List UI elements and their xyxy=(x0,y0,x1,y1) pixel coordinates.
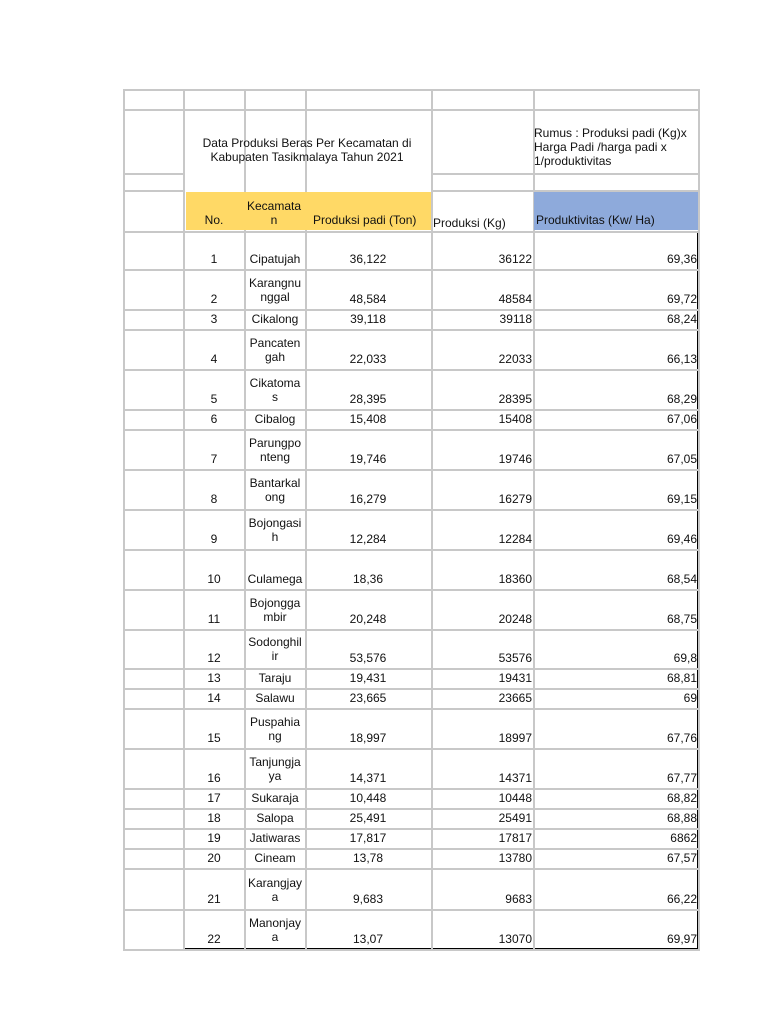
grid-line xyxy=(123,549,698,551)
cell-produksi-ton: 22,033 xyxy=(349,352,387,366)
grid-line xyxy=(123,949,698,951)
grid-line xyxy=(123,89,698,91)
cell-produktivitas: 69,8 xyxy=(673,651,697,665)
cell-kecamatan: Cikalong xyxy=(251,312,299,326)
cell-produktivitas: 69,36 xyxy=(666,252,697,266)
cell-no: 4 xyxy=(210,352,218,366)
cell-produktivitas: 67,05 xyxy=(666,452,697,466)
grid-line xyxy=(123,509,698,511)
cell-produksi-kg: 15408 xyxy=(498,412,532,426)
cell-produksi-kg: 19431 xyxy=(498,671,532,685)
cell-produksi-kg: 17817 xyxy=(498,831,532,845)
cell-kecamatan: Bantarkal ong xyxy=(249,476,301,504)
grid-line xyxy=(123,190,185,192)
header-produksi-ton: Produksi padi (Ton) xyxy=(313,213,417,227)
cell-produksi-ton: 53,576 xyxy=(349,651,387,665)
grid-line xyxy=(123,909,698,911)
cell-produksi-ton: 19,431 xyxy=(349,671,387,685)
cell-produksi-kg: 9683 xyxy=(505,892,532,906)
cell-produktivitas: 69,97 xyxy=(666,932,697,946)
cell-kecamatan: Tanjungja ya xyxy=(249,755,301,783)
cell-produksi-kg: 23665 xyxy=(498,691,532,705)
cell-produksi-ton: 39,118 xyxy=(350,312,386,326)
cell-produktivitas: 67,77 xyxy=(666,771,697,785)
cell-produksi-ton: 28,395 xyxy=(349,392,387,406)
cell-no: 1 xyxy=(210,252,218,266)
cell-no: 14 xyxy=(207,691,221,705)
cell-produksi-ton: 19,746 xyxy=(349,452,387,466)
header-produksi-kg: Produksi (Kg) xyxy=(433,216,506,230)
cell-no: 17 xyxy=(207,791,221,805)
grid-line xyxy=(123,231,698,233)
cell-produksi-kg: 18997 xyxy=(498,731,532,745)
cell-no: 20 xyxy=(207,851,221,865)
cell-produksi-ton: 13,78 xyxy=(352,851,384,865)
cell-produksi-ton: 14,371 xyxy=(349,771,387,785)
header-kecamatan: Kecamata n xyxy=(246,199,302,227)
grid-line xyxy=(123,369,698,371)
cell-produktivitas: 68,82 xyxy=(666,791,697,805)
cell-no: 8 xyxy=(210,492,218,506)
grid-line xyxy=(123,329,698,331)
cell-produksi-ton: 16,279 xyxy=(349,492,387,506)
cell-produksi-kg: 12284 xyxy=(498,532,532,546)
cell-no: 22 xyxy=(207,932,221,946)
grid-column-line xyxy=(183,89,185,951)
cell-produksi-kg: 14371 xyxy=(498,771,532,785)
header-no: No. xyxy=(204,213,224,227)
cell-produksi-kg: 10448 xyxy=(498,791,532,805)
cell-produktivitas: 68,29 xyxy=(666,392,697,406)
cell-kecamatan: Salawu xyxy=(255,691,295,705)
cell-no: 5 xyxy=(210,392,218,406)
header-produktivitas: Produktivitas (Kw/ Ha) xyxy=(536,213,655,227)
cell-produksi-ton: 20,248 xyxy=(349,612,387,626)
grid-line xyxy=(123,688,698,690)
cell-produksi-kg: 36122 xyxy=(498,252,532,266)
cell-kecamatan: Cipatujah xyxy=(249,252,301,266)
grid-line xyxy=(123,629,698,631)
cell-produktivitas: 68,75 xyxy=(666,612,697,626)
cell-produktivitas: 69,15 xyxy=(666,492,697,506)
cell-produktivitas: 67,06 xyxy=(666,412,697,426)
cell-produktivitas: 69,72 xyxy=(666,292,697,306)
cell-kecamatan: Sodonghil ir xyxy=(248,635,302,663)
cell-no: 18 xyxy=(207,811,221,825)
cell-produktivitas: 68,81 xyxy=(666,671,697,685)
cell-produktivitas: 68,24 xyxy=(666,312,697,326)
cell-produksi-kg: 18360 xyxy=(498,572,532,586)
cell-produksi-kg: 48584 xyxy=(498,292,532,306)
cell-kecamatan: Cibalog xyxy=(254,412,296,426)
grid-line xyxy=(123,828,698,830)
cell-no: 10 xyxy=(207,572,221,586)
cell-produktivitas: 69,46 xyxy=(666,532,697,546)
cell-produksi-kg: 20248 xyxy=(498,612,532,626)
cell-produktivitas: 67,57 xyxy=(666,851,697,865)
cell-kecamatan: Taraju xyxy=(258,671,292,685)
cell-produksi-kg: 13780 xyxy=(498,851,532,865)
grid-line xyxy=(123,429,698,431)
cell-produksi-ton: 48,584 xyxy=(349,292,387,306)
grid-line xyxy=(123,668,698,670)
grid-line xyxy=(123,868,698,870)
grid-line xyxy=(123,848,698,850)
cell-kecamatan: Cikatoma s xyxy=(249,376,301,404)
grid-line xyxy=(123,409,698,411)
cell-kecamatan: Karangjay a xyxy=(247,876,303,904)
cell-produksi-kg: 53576 xyxy=(498,651,532,665)
grid-line xyxy=(123,808,698,810)
cell-kecamatan: Bojongasi h xyxy=(248,516,302,544)
cell-no: 13 xyxy=(207,671,221,685)
cell-produktivitas: 67,76 xyxy=(666,731,697,745)
grid-line xyxy=(123,469,698,471)
grid-line xyxy=(123,269,698,271)
cell-kecamatan: Manonjay a xyxy=(248,916,302,944)
cell-produksi-ton: 25,491 xyxy=(349,811,387,825)
grid-line xyxy=(123,748,698,750)
grid-line xyxy=(431,173,698,175)
cell-produksi-kg: 39118 xyxy=(499,312,532,326)
cell-produksi-kg: 19746 xyxy=(498,452,532,466)
grid-line xyxy=(123,788,698,790)
grid-line xyxy=(123,708,698,710)
cell-no: 21 xyxy=(207,892,221,906)
grid-line xyxy=(123,589,698,591)
cell-produksi-kg: 25491 xyxy=(498,811,532,825)
cell-kecamatan: Pancaten gah xyxy=(249,336,301,364)
grid-line xyxy=(123,309,698,311)
cell-no: 2 xyxy=(210,292,218,306)
cell-no: 9 xyxy=(210,532,218,546)
cell-kecamatan: Salopa xyxy=(256,811,294,825)
cell-no: 12 xyxy=(207,651,221,665)
cell-no: 3 xyxy=(210,312,218,326)
cell-produksi-kg: 13070 xyxy=(498,932,532,946)
grid-column-line xyxy=(123,89,125,951)
cell-produktivitas: 68,54 xyxy=(666,572,697,586)
cell-kecamatan: Culamega xyxy=(247,572,303,586)
cell-produksi-ton: 18,997 xyxy=(349,731,387,745)
cell-kecamatan: Bojongga mbir xyxy=(249,596,301,624)
formula-note: Rumus : Produksi padi (Kg)x Harga Padi /harga padi x 1/produktivitas xyxy=(534,126,687,168)
cell-kecamatan: Cineam xyxy=(254,851,296,865)
cell-produksi-ton: 9,683 xyxy=(352,892,384,906)
cell-no: 15 xyxy=(207,731,221,745)
cell-produktivitas: 66,22 xyxy=(666,892,697,906)
cell-produksi-ton: 23,665 xyxy=(349,691,387,705)
cell-produksi-kg: 28395 xyxy=(498,392,532,406)
cell-kecamatan: Jatiwaras xyxy=(249,831,301,845)
cell-produksi-kg: 16279 xyxy=(498,492,532,506)
cell-produktivitas: 6862 xyxy=(670,831,697,845)
cell-kecamatan: Puspahia ng xyxy=(249,715,301,743)
cell-produksi-ton: 17,817 xyxy=(349,831,387,845)
cell-kecamatan: Karangnu nggal xyxy=(248,276,302,304)
cell-no: 6 xyxy=(210,412,218,426)
cell-produktivitas: 66,13 xyxy=(666,352,697,366)
cell-produksi-kg: 22033 xyxy=(498,352,532,366)
table-title: Data Produksi Beras Per Kecamatan di Kabupaten Tasikmalaya Tahun 2021 xyxy=(202,136,412,164)
grid-line xyxy=(123,109,698,111)
cell-produktivitas: 68,88 xyxy=(666,811,697,825)
grid-line xyxy=(123,173,185,175)
cell-produksi-ton: 10,448 xyxy=(349,791,387,805)
cell-no: 19 xyxy=(207,831,221,845)
cell-produksi-ton: 12,284 xyxy=(349,532,387,546)
cell-produktivitas: 69 xyxy=(683,691,697,705)
cell-kecamatan: Sukaraja xyxy=(251,791,299,805)
cell-no: 16 xyxy=(207,771,221,785)
cell-produksi-ton: 15,408 xyxy=(349,412,387,426)
grid-column-line xyxy=(698,89,700,951)
cell-produksi-ton: 13,07 xyxy=(352,932,384,946)
cell-kecamatan: Parungpo nteng xyxy=(248,436,302,464)
cell-produksi-ton: 18,36 xyxy=(352,572,384,586)
cell-no: 7 xyxy=(210,452,218,466)
cell-no: 11 xyxy=(207,612,221,626)
cell-produksi-ton: 36,122 xyxy=(349,252,387,266)
